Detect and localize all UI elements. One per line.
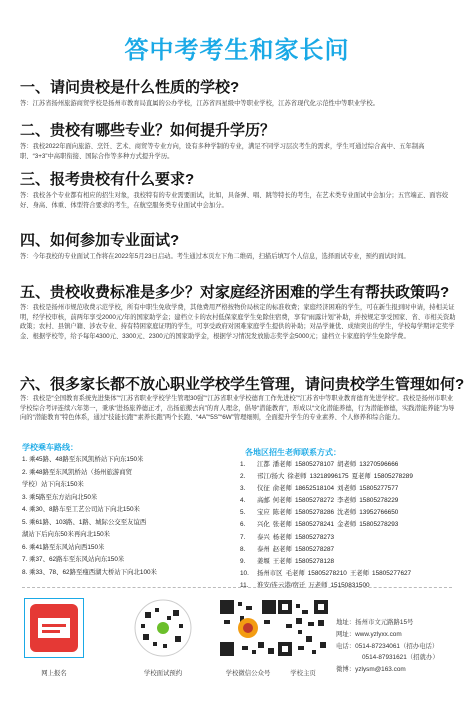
school-phone-2: 0514-87931621（招就办） (362, 654, 439, 662)
contact-phone: 15805278272 (294, 497, 335, 505)
contact-num: 7. (240, 533, 246, 541)
contact-phone: 15805277577 (359, 485, 399, 493)
school-email: 微博：yzlysm@163.com (336, 666, 406, 674)
contact-phone: 13270596666 (359, 461, 399, 468)
contact-phone: 15805278210 (307, 569, 347, 577)
contact-phone: 15805278273 (294, 533, 335, 541)
contact-row (240, 568, 416, 580)
contact-phone: 13952766650 (359, 509, 399, 517)
contact-area: 淮安/连云港/宿迁 (257, 581, 306, 589)
contact-row (240, 580, 416, 592)
school-info (336, 617, 439, 676)
divider-line (22, 587, 452, 588)
route-item: 1. 乘45路、48路至东风凯桥站下向东150米 (22, 456, 144, 463)
contact-area: 邗江/扬大 (257, 473, 285, 481)
answer-4: 答：今年我校的专业面试工作将在2022年5月23日启动。考生通过本页左下角二维码，扫描后填写个人信息，选择面试专业，预约面试时间。 (20, 253, 410, 260)
contact-num: 10. (240, 569, 249, 577)
contact-teacher: 李老师 (337, 497, 357, 505)
question-5: 五、贵校收费标准是多少？对家庭经济困难的学生有帮扶政策吗? (20, 284, 450, 301)
qr-interview-booking[interactable] (133, 598, 193, 658)
contact-phone: 15805278107 (294, 461, 335, 468)
question-1: 一、请问贵校是什么性质的学校? (20, 79, 240, 96)
route-item: 7. 乘37、62路车至东风站向东150米 (22, 556, 125, 563)
qr-caption-wechat: 学校微信公众号 (225, 670, 271, 677)
contact-num: 11. (240, 581, 249, 589)
contact-phone: 15150831500 (330, 581, 370, 589)
contact-row (240, 519, 416, 531)
contact-area: 高邮 (257, 497, 270, 505)
answer-1: 答：江苏省扬州旅游商贸学校是扬州市教育局直属的公办学校，江苏省四星级中等职业学校，江苏省现代化示范性中等职业学校。 (20, 100, 379, 107)
contact-teacher: 毛老师 (285, 569, 305, 577)
question-3: 三、报考贵校有什么要求? (20, 171, 195, 188)
contact-area: 扬州市区 (257, 569, 283, 577)
contact-teacher: 王老师 (272, 557, 292, 565)
qr-code-icon (133, 598, 193, 658)
contact-row (240, 459, 416, 471)
answer-2: 答：我校2022年面向旅游、烹饪、艺术、商贸等专业方向，设有多种学制的专业，满足不同学习层次考生的需求，学生可通过综合高中、五年制高职、“3+3”中高职衔接、国际合作等多种方式提升学历。 (20, 143, 425, 160)
contact-phone: 15805278293 (359, 521, 399, 529)
answer-3: 答：我校各个专业都有相应的招生对象，我校特有的专业需要面试，比如，具备弹、唱、跳等特长的考生，在艺术类专业面试中会加分；五官端正、面容姣好、身高、体重、体型符合要求的考生，在航空服务类专业面试中会加分。 (20, 192, 449, 209)
contact-list (240, 459, 416, 592)
contact-phone: 18652518104 (294, 485, 335, 493)
contact-teacher: 张老师 (272, 521, 292, 529)
contact-teacher: 胡老师 (337, 461, 357, 468)
contact-row (240, 471, 416, 483)
contact-area: 泰兴 (257, 533, 270, 541)
question-4: 四、如何参加专业面试? (20, 232, 180, 249)
contact-teacher: 夏老师 (351, 473, 371, 481)
contact-num: 4. (240, 497, 246, 505)
contact-row (240, 507, 416, 519)
contact-phone: 15805277627 (372, 569, 412, 577)
route-item: 6. 乘41路至东风站向西150米 (22, 543, 105, 551)
contact-teacher: 杨老师 (272, 533, 292, 541)
contact-num: 9. (240, 557, 246, 565)
route-item: 8. 乘33、78、62路至瘦西湖大桥站下向北100米 (22, 568, 157, 576)
contact-phone: 13218996175 (309, 473, 349, 481)
contact-teacher: 赵老师 (272, 545, 292, 553)
contact-teacher: 金老师 (337, 521, 357, 529)
answer-6: 答：我校是“全国教育系统先进集体”“江苏省职业学校学生管理30强”“江苏省职业学校德育工作先进校”“江苏省中等职业教育德育先进学校”。我校是扬州市职业学校综合考评连续六年第一，秉承“进扬旅养德正才，出扬旅搬去向”的育人理念，倡导“潜能教育”，形成以“文化潜能养德，行为潜能修德，实践潜能养能”为导向的“潜能教育”特色体系，通过“技能长跑”“素养长跑”两个长跑、“4A”“5S”“6W”管理细则，全面提升学生的专业素养、个人修养和综合能力。 (20, 395, 455, 422)
contact-area: 江都 (257, 461, 270, 468)
contact-teacher: 陈老师 (272, 509, 292, 517)
qr-caption-interview: 学校面试预约 (143, 670, 183, 677)
contact-phone: 15805278128 (294, 557, 335, 565)
qr-code-icon (276, 598, 330, 658)
route-list (22, 454, 157, 579)
qr-online-apply[interactable] (24, 598, 84, 658)
contact-phone: 15805278286 (294, 509, 335, 517)
question-6: 六、很多家长都不放心职业学校学生管理，请问贵校学生管理如何? (20, 376, 465, 393)
qr-code-icon (24, 598, 84, 658)
contact-teacher: 刘老师 (337, 485, 357, 493)
contact-teacher: 徐老师 (287, 473, 307, 481)
contact-num: 6. (240, 521, 246, 529)
contact-teacher: 潘老师 (272, 461, 292, 468)
route-item: 2. 乘48路至东风凯桥站（扬州旅游商贸 (22, 468, 133, 476)
contact-teacher: 何老师 (272, 497, 292, 505)
contact-phone: 15805278229 (359, 497, 399, 505)
contact-num: 5. (240, 509, 246, 517)
contact-num: 3. (240, 485, 246, 493)
qr-caption-online-apply: 网上报名 (41, 670, 67, 677)
question-2: 二、贵校有哪些专业？如何提升学历？ (20, 122, 276, 139)
contacts-title: 各地区招生老师联系方式： (245, 448, 341, 457)
contact-num: 1. (240, 461, 246, 468)
page-title: 答中考考生和家长问 (124, 37, 350, 64)
route-item: 学校）站下向东150米 (22, 481, 84, 488)
qr-wechat-account[interactable] (218, 598, 278, 658)
route-item: 湖站下后向东50米再向北150米 (22, 531, 111, 538)
routes-title: 学校乘车路线： (22, 443, 78, 452)
contact-phone: 15805278289 (373, 473, 413, 481)
school-website[interactable]: 网址：www.yzlyxx.com (336, 630, 402, 638)
contact-teacher: 王老师 (349, 569, 370, 577)
school-address: 地址：扬州市文元路路15号 (336, 619, 414, 626)
contact-phone: 15805278287 (294, 545, 335, 553)
route-item: 4. 乘30、8路车至工艺公司站下向北150米 (22, 506, 140, 513)
route-item: 3. 乘5路至东方站向北50米 (22, 493, 98, 501)
contact-teacher: 万老师 (308, 581, 328, 589)
contact-area: 仪征 (257, 485, 270, 493)
contact-area: 兴化 (257, 521, 270, 529)
qr-school-homepage[interactable] (276, 598, 330, 658)
qr-code-icon (218, 598, 278, 658)
contact-phone: 15805278241 (294, 521, 335, 529)
contact-area: 宝应 (257, 509, 270, 517)
contact-teacher: 俞老师 (272, 485, 292, 493)
school-phone: 电话：0514-87234061（招办电话） (336, 642, 439, 650)
answer-5: 答：我校是扬州市规范收费示范学校，所有中职生免收学费，其他费用严格按物价局核定的标准收费；家庭经济困难的学生，可在新生报到时申请，持相关证明，经学校审核，前两年享受2000元/年的国家助学金；建档立卡的农村低保家庭学生免除住宿费，享有“雨露计划”补助，并按规定享受国家、省、市相关资助政策；农村、县镇户籍、涉农专业、持有特困家庭证明的学生，可享受政府对困难家庭学生提供的补助；对品学兼优、成绩突出的学生，学校每学期评定奖学金、根据学校等，给予每年4300元、3300元、2300元的国家助学金，根据学习情况发放励志奖学金5000元；建档立卡家庭的学生免除学费。 (20, 304, 456, 340)
contact-row (240, 532, 416, 544)
contact-num: 2. (240, 473, 246, 481)
contact-area: 姜堰 (257, 557, 270, 565)
contact-num: 8. (240, 545, 246, 553)
contact-row (240, 495, 416, 507)
contact-row (240, 544, 416, 556)
contact-area: 泰州 (257, 545, 270, 553)
contact-row (240, 483, 416, 495)
route-item: 5. 乘61路、103路、1路、城际公交至友谊西 (22, 518, 147, 526)
contact-row (240, 556, 416, 568)
contact-teacher: 沈老师 (337, 509, 357, 517)
qr-caption-homepage: 学校主页 (290, 670, 316, 677)
